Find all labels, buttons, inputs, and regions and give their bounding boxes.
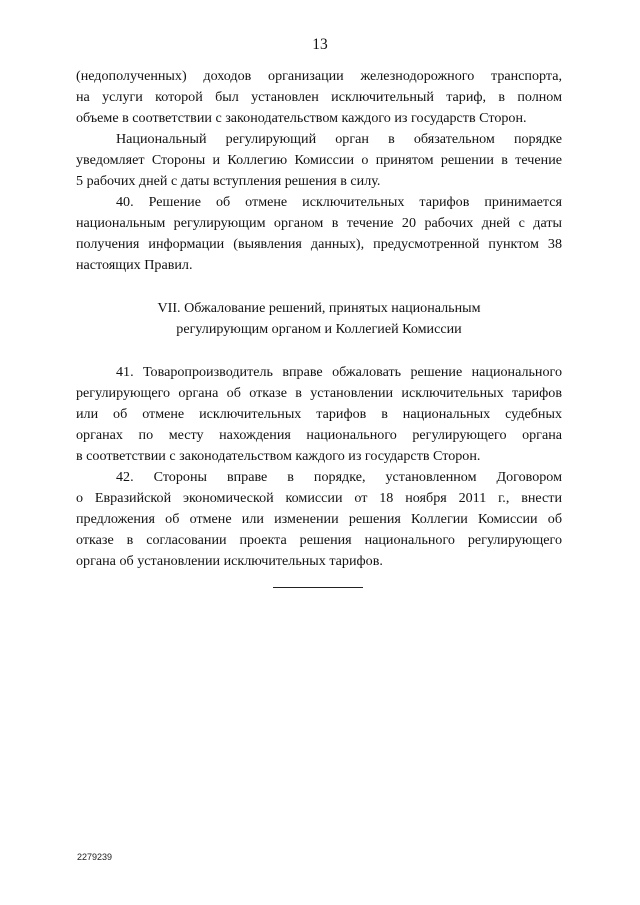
paragraph-regulator-notice bbox=[76, 129, 562, 192]
text-line: национальным регулирующим органом в течение 20 рабочих дней с даты bbox=[76, 215, 562, 231]
page-number: 13 bbox=[312, 36, 328, 53]
document-id: 2279239 bbox=[77, 852, 113, 862]
text-line: настоящих Правил. bbox=[76, 257, 193, 273]
section-heading bbox=[76, 298, 562, 340]
section-heading-line: VII. Обжалование решений, принятых национальным bbox=[157, 300, 481, 316]
text-line: Национальный регулирующий орган в обязательном порядке bbox=[116, 131, 562, 147]
paragraph-41 bbox=[76, 362, 562, 467]
text-line: уведомляет Стороны и Коллегию Комиссии о принятом решении в течение bbox=[76, 152, 562, 168]
text-line: или об отмене исключительных тарифов в национальных судебных bbox=[76, 406, 562, 422]
document-body bbox=[76, 66, 562, 572]
paragraph-40 bbox=[76, 192, 562, 276]
text-line: 41. Товаропроизводитель вправе обжаловать решение национального bbox=[116, 364, 562, 380]
text-line: объеме в соответствии с законодательством каждого из государств Сторон. bbox=[76, 110, 527, 126]
text-line: регулирующего органа об отказе в установлении исключительных тарифов bbox=[76, 385, 562, 401]
text-line: отказе в согласовании проекта решения национального регулирующего bbox=[76, 532, 562, 548]
end-divider bbox=[273, 587, 363, 588]
text-line: 40. Решение об отмене исключительных тарифов принимается bbox=[116, 194, 562, 210]
text-line: предложения об отмене или изменении решения Коллегии Комиссии об bbox=[76, 511, 562, 527]
text-line: в соответствии с законодательством каждого из государств Сторон. bbox=[76, 448, 481, 464]
text-line: о Евразийской экономической комиссии от 18 ноября 2011 г., внести bbox=[76, 490, 562, 506]
text-line: на услуги которой был установлен исключительный тариф, в полном bbox=[76, 89, 562, 105]
section-heading-line: регулирующим органом и Коллегией Комиссии bbox=[176, 321, 462, 337]
paragraph-continued bbox=[76, 66, 562, 129]
text-line: органа об установлении исключительных тарифов. bbox=[76, 553, 383, 569]
text-line: (недополученных) доходов организации железнодорожного транспорта, bbox=[76, 68, 562, 84]
text-line: 5 рабочих дней с даты вступления решения в силу. bbox=[76, 173, 381, 189]
text-line: 42. Стороны вправе в порядке, установленном Договором bbox=[116, 469, 562, 485]
text-line: получения информации (выявления данных), предусмотренной пунктом 38 bbox=[76, 236, 562, 252]
text-line: органах по месту нахождения национального регулирующего органа bbox=[76, 427, 562, 443]
paragraph-42 bbox=[76, 467, 562, 572]
